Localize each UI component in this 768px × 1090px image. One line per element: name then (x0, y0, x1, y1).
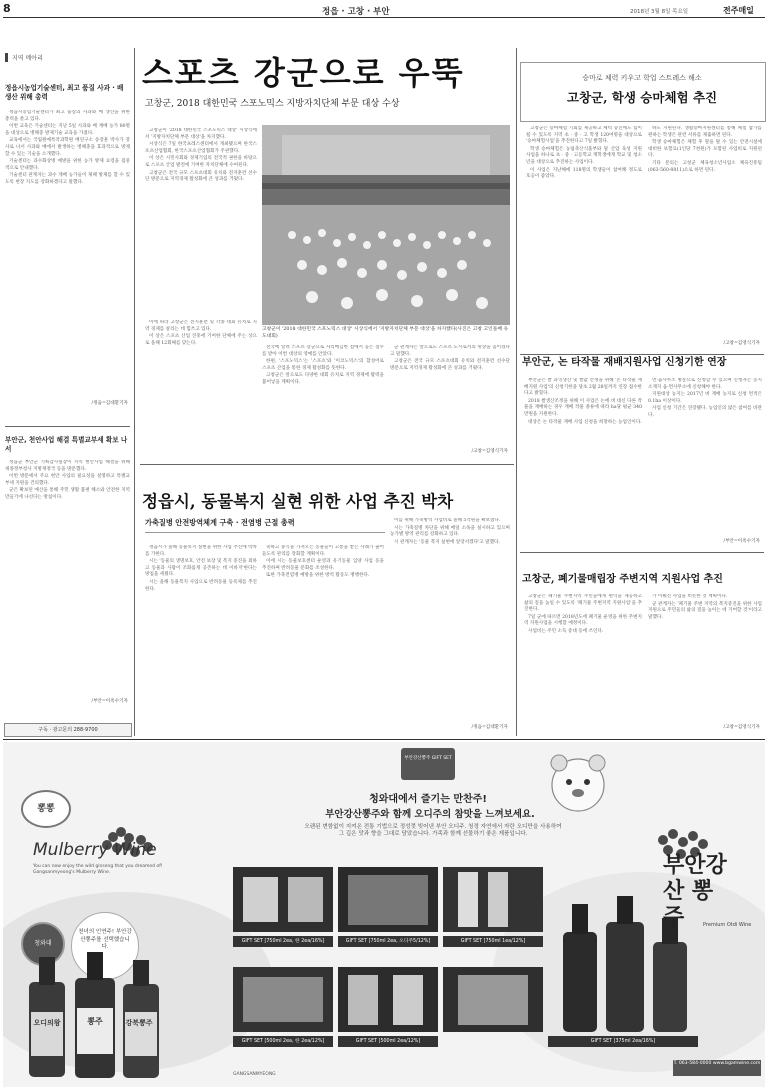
sidebar-body-2-p: 군은 확보된 예산을 통해 주민 생활 불편 해소와 안전한 지역 만들기에 나선다는 방침이다. (5, 488, 130, 500)
gift-set-name: GIFT SET (590, 1039, 613, 1044)
sidebar-body-1-p: 교육에서는 국립원예특작과학원 배연구소 송장훈 박사가 강사로 나서 사과와 배에서 발생하는 병해충을 효과적으로 방제할 수 있는 기술을 소개했다. (5, 138, 130, 157)
main-subheadline: 고창군, 2018 대한민국 스포노믹스 지방자치단체 부문 대상 수상 (145, 99, 400, 109)
ad-title-en: Premium Otdi Wine (703, 922, 752, 928)
contact-info: T. 063-584-0000 www.bgamwine.com (673, 1060, 761, 1076)
sidebar-body-1 (5, 110, 130, 402)
gift-set-label (233, 1036, 333, 1047)
welfare-col-2 (262, 545, 384, 730)
sidebar-body-1-p: 정읍시농업기술센터가 최고 품질의 사과와 배 생산을 위한 총력을 쏟고 있다. (5, 110, 130, 122)
gift-set-name: GIFT SET (345, 939, 368, 944)
main-col-1-p: 고창군이 '2018 대한민국 스포노믹스 대상' 시상식에서 '지방자치단체 부문 대상'을 차지했다. (145, 128, 257, 140)
sidebar-byline-2: /부안=이옥수기자 (91, 699, 128, 704)
ad-title-art: 부안강산 뽕주 (663, 852, 727, 930)
issue-date: 2018년 3월 8일 목요일 (630, 9, 689, 15)
sidebar-vrule (134, 48, 135, 736)
main-photo (262, 125, 510, 325)
gift-set-badge-text: 부안강산뽕주 GIFT SET (404, 756, 452, 761)
right-top-col-2-p: 기타 문의는 고창군 체육청소년사업소 체육진흥팀(063-560-8811)으로 하면 된다. (648, 160, 762, 173)
gift-set-label (338, 936, 438, 947)
welfare-col-3 (390, 518, 510, 723)
page-number: 8 (3, 2, 11, 15)
welfare-col-3-p: 시 관계자는 '동물 복지 실현에 앞장서겠다'고 말했다. (394, 539, 500, 545)
welfare-subheadline: 가축질병 안전방역체계 구축 · 전염병 근절 총력 (145, 518, 295, 527)
main-photo-image (262, 125, 510, 325)
sidebar-label-text: 지역 메아리 (12, 55, 43, 62)
right-top-byline: /고창=김영식기자 (723, 341, 760, 346)
sidebar (3, 48, 132, 720)
main-col-3-p: 고창군은 전국 규모 스포츠대회 유치와 전지훈련 선수단 방문으로 지역경제 활성화에 큰 성과를 거뒀다. (390, 359, 510, 371)
welfare-headline: 정읍시, 동물복지 실현 위한 사업 추진 박차 (142, 492, 454, 511)
welfare-col-2-p: 이에 시는 동물보호센터 운영과 유기동물 입양 사업 등을 추진하며 반려동물 문화를 조성한다. (262, 559, 384, 571)
right-top-col-2 (648, 126, 762, 336)
gift-set-label (233, 936, 333, 947)
main-col-1-p: 이 상은 시민사회와 경제기업의 전국적 권한을 바탕으로 스포츠 산업 발전에 기여한 자치단체에 수여된다. (145, 156, 257, 168)
right-top-headline: 고창군, 학생 승마체험 추진 (566, 90, 718, 105)
gift-set-badge (401, 748, 455, 780)
main-col-2-p: 고창군은 앞으로도 다양한 대회 유치로 지역 경제에 활력을 불어넣을 계획이다. (262, 373, 384, 385)
right-top-col-1-p: 이 사업은 지난해에 118명의 학생들이 참여해 정도로 호응이 좋았다. (526, 167, 642, 180)
right-mid-col-1-p: 부안군은 쌀 과잉생산 및 쌀값 안정을 위해 '논 타작물 재배지원 사업'의 신청기한을 당초 2월 28일까지 연장 접수한다고 밝혔다. (524, 378, 642, 397)
main-bottom-rule (140, 464, 514, 465)
gift-set-spec: [500ml 2ea, 한 2ea/12%] (264, 1039, 325, 1044)
sidebar-body-2 (5, 460, 130, 720)
main-headline: 스포츠 강군으로 우뚝 (142, 54, 465, 92)
right-top-col-1-p: 학생 승마체험은 농림축산식품부와 말 산업 육성 지원 사업을 하나로 초 · 중 · 고등학교 재학생에게 학교 및 청소년을 대상으로 추진하는 사업이다. (526, 146, 642, 165)
right-mid-rule (520, 552, 764, 553)
brand-badge-text: 뽕뽕 (37, 804, 55, 814)
sidebar-headline-2: 부안군, 천안사업 해결 특별교부세 확보 나서 (5, 436, 128, 453)
right-bottom-headline: 고창군, 폐기물매립장 주변지역 지원사업 추진 (522, 574, 723, 585)
main-right-vrule (516, 48, 517, 736)
paper-name: 전주매일 (723, 6, 754, 15)
welfare-col-1 (145, 545, 257, 730)
right-mid-col-2 (648, 378, 762, 538)
right-mid-col-1 (524, 378, 642, 538)
bottle-label-3: 강북뽕주 (125, 1019, 153, 1027)
welfare-col-2-p: 축하고 중식을 가져오는 동물들이 고통을 받는 사례가 줄어들도록 관리를 강화할 계획이다. (262, 545, 384, 557)
gift-set-spec: [750ml 2ea, 오디주5/12%] (368, 939, 431, 944)
gift-set-spec: [500ml 2ea/12%] (378, 1039, 421, 1044)
gift-set-label (443, 936, 543, 947)
main-col-2-p: 전국에 알려 스포츠 강군으로 자리매김한 점에서 높은 점수를 받아 이번 대상의 영예를 안았다. (262, 345, 384, 357)
right-top-rule (520, 354, 764, 355)
right-bottom-col-2-p: 군 관계자는 '폐기물 주변 지역의 복지증진을 위한 사업 지원으로 주민들의 삶의 질을 높이는 데 기여할 것'이라고 말했다. (648, 601, 762, 620)
gift-set-label (338, 1036, 438, 1047)
right-bottom-col-1 (524, 594, 642, 724)
right-bottom-col-2-p: 가 이뤄진 사업을 비롯한 것 계획이다. (652, 594, 728, 599)
sidebar-body-2-p: 정읍군 부안군 기획감사실장이 지역 현안사업 해결을 위해 세종정부청사 지방재정국 등을 방문했다. (5, 460, 130, 472)
main-col-3-p: 군 관계자는 앞으로도 스포츠 도시로서의 위상을 높이겠다고 말했다. (390, 345, 510, 357)
header-rule (3, 17, 765, 18)
welfare-col-3-p: 시는 가축질병 차단을 위해 매일 소독을 실시하고 있으며 농가별 방역 관리를 강화하고 있다. (390, 525, 510, 538)
gift-set-spec: [375ml 2ea/16%] (613, 1039, 656, 1044)
sidebar-label (5, 53, 72, 62)
welfare-col-1-p: 시는 '동물의 생명보호, 안전 보장 및 복지 증진을 꾀하고 동물과 사람이 조화롭게 공존하는 데 이바지'한다는 방침을 세웠다. (145, 559, 257, 578)
right-top-col-2-p: 하도 지원된다. 생활승마지원센터를 통해 체험 참가를 원하는 학생은 관련 서류를 제출하면 된다. (648, 126, 762, 138)
bottle-label-2: 뽕주 (87, 1017, 103, 1026)
gift-set-spec: [750ml 1ea/12%] (483, 939, 526, 944)
right-bottom-col-1-p: 7일 군에 따르면 2018년도에 폐기물 운영을 위한 주변지역 지원사업을 시행할 예정이다. (524, 614, 642, 627)
main-col-2-p: 한편, '스포노믹스'는 '스포츠'와 '이코노믹스'의 합성어로 스포츠 산업을 통한 경제 활성화를 뜻한다. (262, 359, 384, 371)
gift-set-spec: [750ml 2ea, 한 2ea/16%] (264, 939, 325, 944)
ad-top-rule (3, 739, 765, 740)
main-col-1-p: 시상식은 7일 한국프레스센터에서 개최됐으며 한국스포츠산업협회, 한국스포츠산업협회가 주관했다. (145, 142, 257, 154)
sidebar-byline-1: /정읍=김대환기자 (91, 401, 128, 406)
sidebar-headline-1: 정읍시농업기술센터, 최고 품질 사과 · 배 생산 위해 총력 (5, 84, 124, 101)
section-title: 정읍 · 고창 · 부안 (322, 7, 390, 17)
gift-set-name: GIFT SET (460, 939, 483, 944)
welfare-col-1-p: 정읍시가 올해 동물복지 실현을 위한 사업 추진에 박차를 가한다. (145, 545, 257, 557)
right-mid-col-2-p: 지원대상 농지는 2017년 벼 재배 농지로 신청 면적은 0.1ha 이상이다. (648, 392, 762, 404)
main-col-1b-p: 이 상은 스포츠 산업 진흥에 기여한 단체에 주는 상으로 올해 12회째를 맞는다. (145, 334, 257, 346)
main-col-3 (390, 345, 510, 445)
gift-set-name: GIFT SET (241, 939, 263, 944)
right-bottom-col-1-p: 사업비는 주민 소득 증대 등에 쓰인다. (528, 628, 604, 634)
brand-en: Mulberry Wine (33, 840, 157, 860)
ad-subheadline: 부안강산뽕주와 함께 오디주의 참맛을 느껴보세요. (325, 809, 535, 820)
sidebar-body-1-p: 기술센터 관계자는 과수 재배 농가들이 제때 방제를 할 수 있도록 현장 지도를 강화하겠다고 말했다. (5, 173, 130, 185)
ad-description: 오랜된 변함없이 지켜온 전통 기법으로 정성껏 빚어낸 부안 오디주. 청정 자연에서 자란 오디만을 사용하여 그 깊은 맛과 향을 그대로 담았습니다. 가족과 함께 선물하기 좋은 제품입니다. (304, 824, 562, 838)
welfare-col-3-p: 이를 위해 가축방역 사업비로 올해 5억원을 확보했다. (394, 518, 501, 523)
main-byline: /고창=김영식기자 (471, 449, 508, 454)
right-mid-col-2-p: 사업 신청 기간은 연장됐다. 농업인의 많은 참여를 바란다. (648, 406, 762, 418)
right-bottom-col-1-p: 고창군은 폐기물 주변지역 주민들에게 편익을 제공하고 삶의 질을 높일 수 있도록 '폐기물 주변지역 지원사업'을 추진한다. (524, 594, 642, 613)
company-name: GANGSANMYEONG (233, 1072, 276, 1077)
bottle-label-1: 오디의왕 (33, 1019, 61, 1027)
brand-badge (21, 790, 71, 828)
right-top-col-1 (526, 126, 642, 336)
right-mid-col-1-p: 대상은 논 타작물 재배 사업 신청을 희망하는 농업인이다. (528, 419, 642, 425)
sidebar-body-2-p: 이번 방문에서 주요 현안 사업의 필요성을 설명하고 특별교부세 지원을 건의했다. (5, 474, 130, 486)
advertisement (3, 742, 765, 1087)
welfare-sub-rule (145, 532, 385, 533)
sidebar-divider (5, 426, 130, 427)
right-top-kicker: 승마로 체력 키우고 학업 스트레스 해소 (582, 74, 702, 82)
welfare-byline: /정읍=김대환기자 (471, 725, 508, 730)
right-mid-col-2-p: 면·읍사무소 방문으로 신청할 수 있으며 신청자는 농지 소재지 읍·면사무소에 신청해야 한다. (648, 378, 762, 390)
sidebar-footer-text: 구독 · 광고문의 288-9700 (38, 727, 98, 733)
right-mid-byline: /부안=이옥수기자 (723, 539, 760, 544)
main-col-1b-p: 이에 따라 고창군은 전지훈련 및 각종 대회 유치로 지역 경제를 살리는 데 힘쓰고 있다. (145, 320, 257, 332)
main-col-1-p: 고창군은 전국 규모 스포츠대회 유치와 전지훈련 선수단 방문으로 지역경제 활성화에 큰 성과를 거뒀다. (145, 170, 257, 183)
right-bottom-col-2 (648, 594, 762, 714)
sidebar-footer (4, 723, 132, 737)
circle-text: 천녀의 인연주! 부안강산뽕주를 선택했습니다. (78, 929, 132, 950)
main-photo-caption: 고창군이 '2018 대한민국 스포노믹스 대상' 시상식에서 '지방자치단체 부문 대상'을 차지했다(사진은 고창 고인돌배 유도대회) (262, 327, 509, 339)
tagline-en: You can now enjoy the wild ginseng that you dreamed of! Gangsanmyeong's Mulberry Wine. (33, 864, 163, 875)
welfare-col-1-p: 시는 올해 동물복지 사업으로 반려동물 등록제를 추진한다. (145, 579, 257, 592)
main-col-1 (145, 128, 257, 318)
right-top-col-1-p: 고창군은 승마체험 기회를 제공하고 체력 증진에도 힘이 될 수 있도록 지역 초 · 중 · 고 학생 120여명을 대상으로 '승마체험사업'을 추진한다고 7일 밝혔다. (526, 126, 642, 145)
right-top-col-2-p: 학생 승마체험은 체험 후 말을 탈 수 있는 안전시설에 대비한 보험료(1인당 7천원)가 포함된 사업비로 지원된다. (648, 140, 762, 159)
sidebar-body-1-p: 기술센터는 과수화상병 예방을 위한 농가 방제 요령을 집중적으로 안내했다. (5, 159, 130, 171)
right-mid-headline: 부안군, 논 타작물 재배지원사업 신청기한 연장 (522, 357, 727, 368)
right-mid-col-1-p: 2018 쌀생산조정을 위해 이 사업은 논에 벼 대신 다른 작물을 재배하는 경우 재배 작물 종류에 따라 ha당 평균 340만원을 지원한다. (524, 398, 642, 417)
sidebar-body-1-p: 이번 교육은 기술센터는 지난 5일 사과와 배 재배 농가 80명을 대상으로 병해충 방제기술 교육을 가졌다. (5, 124, 130, 136)
gift-set-name: GIFT SET (241, 1039, 263, 1044)
main-col-1b (145, 320, 257, 470)
gift-set-name: GIFT SET (355, 1039, 378, 1044)
ad-headline: 청와대에서 즐기는 만찬주! (369, 794, 487, 805)
right-bottom-byline: /고창=김영식기자 (723, 725, 760, 730)
seal-label: 청와대 (34, 940, 52, 947)
main-col-2 (262, 345, 384, 465)
welfare-col-2-p: 또한 가축전염병 예방을 위한 방역 활동도 병행한다. (266, 573, 370, 579)
